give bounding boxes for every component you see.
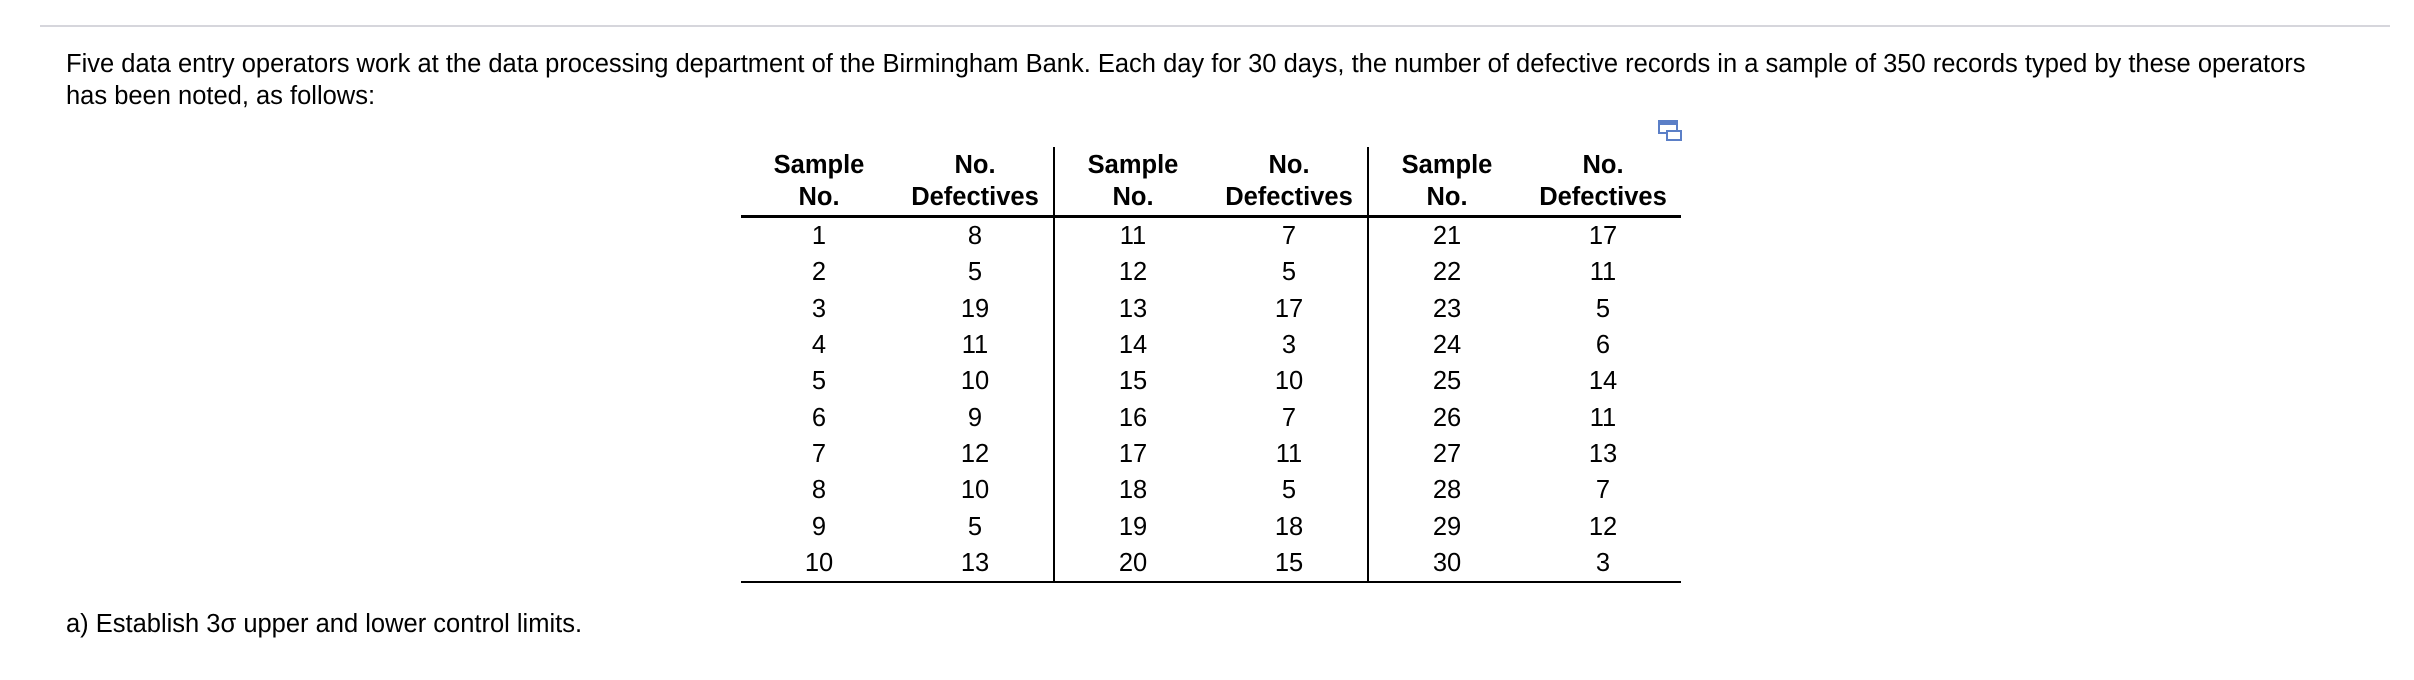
expand-table-icon[interactable] (1656, 116, 1684, 144)
defectives-cell: 8 (897, 217, 1054, 255)
defectives-cell: 14 (1588, 367, 1618, 396)
sample-no-cell: 7 (811, 439, 827, 468)
sample-no-cell: 21 (1432, 222, 1462, 251)
header-sample-no-2: Sample No. (1054, 147, 1211, 217)
defectives-cell: 3 (1211, 327, 1368, 363)
defectives-cell: 7 (1211, 399, 1368, 435)
defectives-cell: 12 (1588, 512, 1618, 541)
sample-no-cell: 9 (811, 512, 827, 541)
defectives-cell: 13 (1588, 439, 1618, 468)
sample-no-cell: 3 (811, 294, 827, 323)
table-row (741, 436, 1681, 472)
sample-no-cell: 2 (811, 258, 827, 287)
sample-no-cell: 24 (1432, 331, 1462, 360)
sample-no-cell: 10 (741, 545, 897, 582)
header-defectives-3: No. Defectives (1525, 147, 1681, 217)
sample-no-cell: 27 (1432, 439, 1462, 468)
problem-statement: Five data entry operators work at the data processing department of the Birmingham Bank. Each day for 30 days, the number of defective records in a sample of 350 records typed by these operators has been noted, as follows: (66, 50, 2306, 110)
defectives-cell: 10 (1211, 363, 1368, 399)
defectives-cell: 6 (1595, 331, 1611, 360)
table-row (741, 327, 1681, 363)
defectives-cell: 9 (897, 399, 1054, 435)
sample-no-cell: 20 (1054, 545, 1211, 582)
sample-no-cell: 4 (811, 331, 827, 360)
table-row (741, 508, 1681, 544)
defectives-cell: 10 (897, 472, 1054, 508)
defectives-cell: 5 (897, 254, 1054, 290)
sample-no-cell: 29 (1432, 512, 1462, 541)
sample-no-cell: 5 (811, 367, 827, 396)
defectives-cell: 11 (1589, 403, 1617, 432)
table-row (741, 472, 1681, 508)
defectives-cell: 5 (1211, 472, 1368, 508)
sample-no-cell: 30 (1368, 545, 1525, 582)
sample-no-cell: 28 (1432, 476, 1462, 505)
question-a: a) Establish 3σ upper and lower control limits. (66, 610, 583, 638)
sample-no-cell: 14 (1118, 331, 1148, 360)
sample-no-cell: 6 (811, 403, 827, 432)
defectives-cell: 5 (1595, 294, 1611, 323)
top-divider (40, 25, 2390, 27)
sample-no-cell: 8 (811, 476, 827, 505)
defectives-cell: 11 (1211, 436, 1368, 472)
table-row (741, 254, 1681, 290)
defectives-cell: 19 (897, 291, 1054, 327)
defectives-cell: 7 (1595, 476, 1611, 505)
defectives-cell: 12 (897, 436, 1054, 472)
header-sample-no-1: Sample No. (741, 147, 897, 217)
sample-no-cell: 23 (1432, 294, 1462, 323)
defectives-cell: 5 (897, 508, 1054, 544)
defectives-cell: 5 (1211, 254, 1368, 290)
sample-no-cell: 1 (811, 222, 827, 251)
sample-no-cell: 17 (1118, 439, 1148, 468)
defectives-cell: 17 (1588, 222, 1618, 251)
sample-no-cell: 12 (1118, 258, 1148, 287)
defectives-cell: 11 (1589, 258, 1617, 287)
defectives-cell: 10 (897, 363, 1054, 399)
defectives-cell: 13 (897, 545, 1054, 582)
header-defectives-1: No. Defectives (897, 147, 1054, 217)
sample-no-cell: 15 (1118, 367, 1148, 396)
defectives-cell: 17 (1211, 291, 1368, 327)
sample-no-cell: 22 (1432, 258, 1462, 287)
sample-no-cell: 26 (1432, 403, 1462, 432)
sample-no-cell: 11 (1119, 222, 1147, 251)
defectives-cell: 7 (1211, 217, 1368, 255)
sample-no-cell: 16 (1118, 403, 1148, 432)
defectives-table (741, 147, 1681, 583)
sample-no-cell: 13 (1118, 294, 1148, 323)
table-row (741, 217, 1681, 255)
sample-no-cell: 25 (1432, 367, 1462, 396)
table-header-row (741, 147, 1681, 217)
header-sample-no-3: Sample No. (1368, 147, 1525, 217)
sample-no-cell: 18 (1118, 476, 1148, 505)
table-row (741, 363, 1681, 399)
defectives-cell: 15 (1211, 545, 1368, 582)
table-row (741, 545, 1681, 582)
defectives-cell: 3 (1525, 545, 1681, 582)
defectives-cell: 18 (1211, 508, 1368, 544)
sample-no-cell: 19 (1118, 512, 1148, 541)
header-defectives-2: No. Defectives (1211, 147, 1368, 217)
table-row (741, 291, 1681, 327)
defectives-cell: 11 (897, 327, 1054, 363)
table-row (741, 399, 1681, 435)
